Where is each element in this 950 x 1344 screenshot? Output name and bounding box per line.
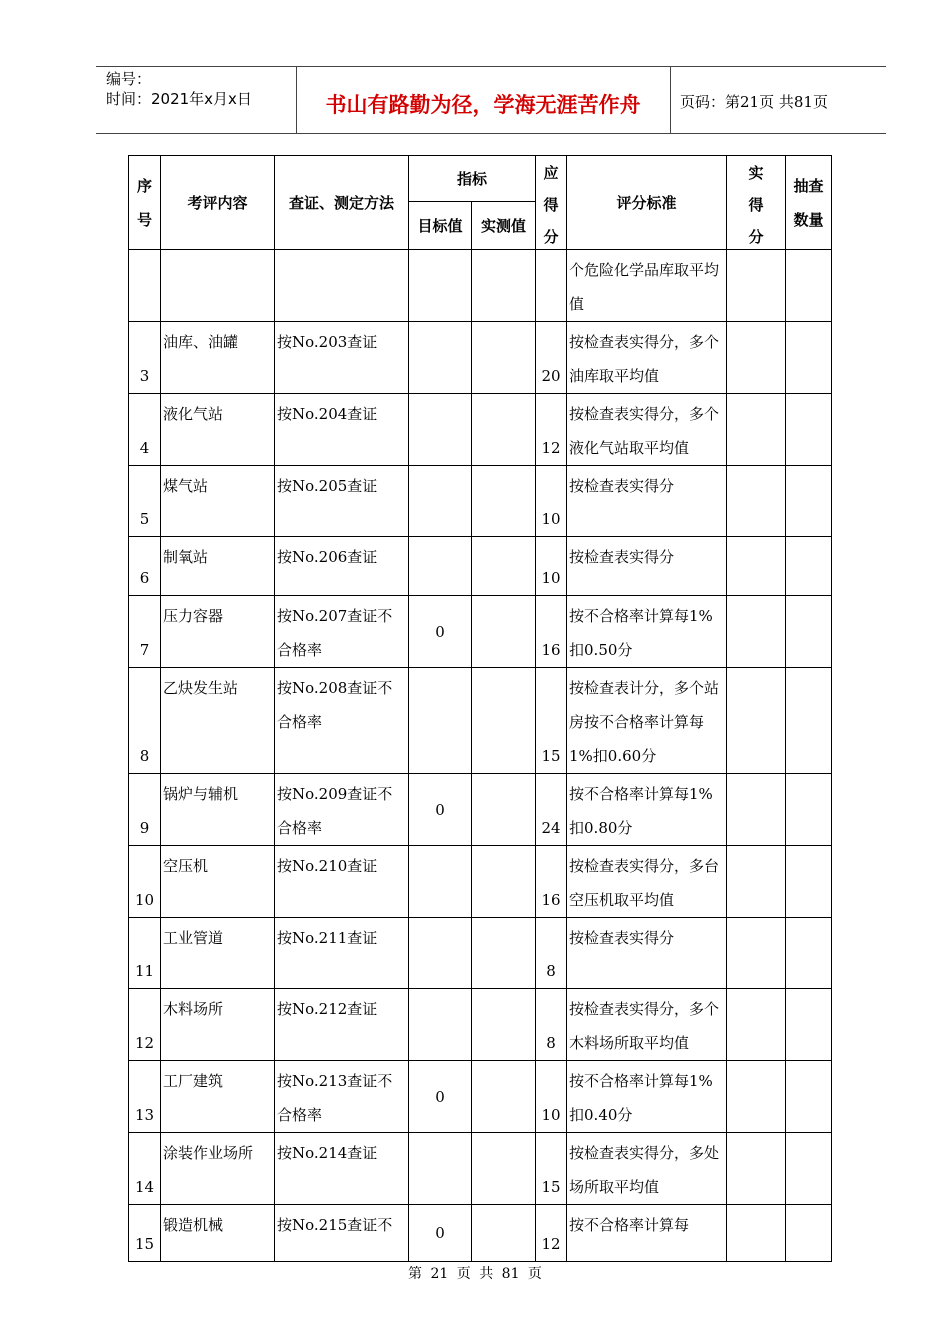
table-row [129, 668, 832, 774]
cell-criteria: 按不合格率计算每1%扣0.40分 [567, 1061, 727, 1133]
cell-seq: 5 [129, 466, 161, 537]
table-header [129, 156, 832, 250]
cell-seq: 3 [129, 322, 161, 394]
cell-seq: 6 [129, 537, 161, 596]
cell-criteria: 按不合格率计算每 [567, 1205, 727, 1262]
cell-method: 按No.205查证 [275, 466, 409, 537]
cell-method: 按No.209查证不合格率 [275, 774, 409, 846]
cell-actual [727, 394, 786, 466]
header-meta [106, 69, 252, 109]
cell-measured [472, 394, 536, 466]
cell-method: 按No.214查证 [275, 1133, 409, 1205]
cell-sample [786, 322, 832, 394]
cell-measured [472, 537, 536, 596]
cell-actual [727, 1133, 786, 1205]
header-bottom-rule [96, 133, 886, 134]
cell-target [409, 918, 472, 989]
cell-criteria: 按检查表实得分 [567, 466, 727, 537]
cell-actual [727, 466, 786, 537]
header-indicator: 指标 [409, 156, 536, 202]
cell-seq: 12 [129, 989, 161, 1061]
cell-content: 工厂建筑 [161, 1061, 275, 1133]
cell-method: 按No.208查证不合格率 [275, 668, 409, 774]
cell-score: 8 [536, 918, 567, 989]
cell-score: 24 [536, 774, 567, 846]
header-sample: 抽查 数量 [786, 156, 832, 250]
cell-seq: 11 [129, 918, 161, 989]
cell-criteria: 按检查表计分，多个站房按不合格率计算每1%扣0.60分 [567, 668, 727, 774]
cell-sample [786, 846, 832, 918]
cell-criteria: 按检查表实得分，多个液化气站取平均值 [567, 394, 727, 466]
cell-content: 液化气站 [161, 394, 275, 466]
cell-measured [472, 989, 536, 1061]
header-motto: 书山有路勤为径，学海无涯苦作舟 [325, 93, 641, 117]
page-footer: 第 21 页 共 81 页 [408, 1266, 542, 1282]
cell-target [409, 466, 472, 537]
table-row [129, 394, 832, 466]
cell-score: 15 [536, 668, 567, 774]
cell-measured [472, 322, 536, 394]
cell-seq: 9 [129, 774, 161, 846]
cell-score: 12 [536, 394, 567, 466]
table-row [129, 989, 832, 1061]
header-page-info: 页码：第21页 共81页 [680, 93, 828, 111]
cell-actual [727, 918, 786, 989]
cell-content: 涂装作业场所 [161, 1133, 275, 1205]
table-row [129, 250, 832, 322]
cell-target [409, 668, 472, 774]
table-row [129, 1205, 832, 1262]
cell-measured [472, 1133, 536, 1205]
cell-score: 16 [536, 596, 567, 668]
cell-method: 按No.206查证 [275, 537, 409, 596]
cell-content: 制氧站 [161, 537, 275, 596]
cell-content: 锅炉与辅机 [161, 774, 275, 846]
cell-actual [727, 596, 786, 668]
cell-actual [727, 322, 786, 394]
header-target: 目标值 [409, 202, 472, 250]
cell-seq: 8 [129, 668, 161, 774]
cell-score: 16 [536, 846, 567, 918]
cell-measured [472, 846, 536, 918]
header-method: 查证、测定方法 [275, 156, 409, 250]
cell-seq: 14 [129, 1133, 161, 1205]
cell-method: 按No.207查证不合格率 [275, 596, 409, 668]
serial-label: 编号： [106, 70, 152, 88]
cell-actual [727, 989, 786, 1061]
cell-seq [129, 250, 161, 322]
table-row [129, 1133, 832, 1205]
cell-actual [727, 774, 786, 846]
cell-target: 0 [409, 1205, 472, 1262]
cell-method: 按No.211查证 [275, 918, 409, 989]
header-criteria: 评分标准 [567, 156, 727, 250]
cell-criteria: 按检查表实得分，多台空压机取平均值 [567, 846, 727, 918]
cell-score: 10 [536, 1061, 567, 1133]
cell-score [536, 250, 567, 322]
header-seq: 序 号 [129, 156, 161, 250]
cell-seq: 10 [129, 846, 161, 918]
cell-content: 煤气站 [161, 466, 275, 537]
cell-criteria: 按检查表实得分，多个木料场所取平均值 [567, 989, 727, 1061]
cell-method: 按No.203查证 [275, 322, 409, 394]
cell-measured [472, 774, 536, 846]
table-row [129, 774, 832, 846]
cell-target: 0 [409, 1061, 472, 1133]
cell-seq: 7 [129, 596, 161, 668]
table-row [129, 596, 832, 668]
cell-sample [786, 250, 832, 322]
cell-method: 按No.213查证不合格率 [275, 1061, 409, 1133]
evaluation-table [128, 155, 832, 1262]
table-row [129, 918, 832, 989]
cell-method: 按No.210查证 [275, 846, 409, 918]
cell-measured [472, 668, 536, 774]
cell-measured [472, 1061, 536, 1133]
cell-score: 8 [536, 989, 567, 1061]
table-row [129, 466, 832, 537]
cell-sample [786, 918, 832, 989]
cell-method: 按No.212查证 [275, 989, 409, 1061]
table-row [129, 537, 832, 596]
cell-target [409, 537, 472, 596]
cell-sample [786, 989, 832, 1061]
cell-target: 0 [409, 774, 472, 846]
cell-score: 15 [536, 1133, 567, 1205]
header-measured: 实测值 [472, 202, 536, 250]
cell-content: 锻造机械 [161, 1205, 275, 1262]
cell-measured [472, 250, 536, 322]
cell-seq: 15 [129, 1205, 161, 1262]
cell-seq: 4 [129, 394, 161, 466]
cell-target: 0 [409, 596, 472, 668]
header-score: 应 得 分 [536, 156, 567, 250]
cell-actual [727, 250, 786, 322]
cell-actual [727, 537, 786, 596]
cell-actual [727, 1205, 786, 1262]
cell-criteria: 按不合格率计算每1%扣0.50分 [567, 596, 727, 668]
cell-criteria: 按检查表实得分，多个油库取平均值 [567, 322, 727, 394]
cell-method: 按No.215查证不 [275, 1205, 409, 1262]
cell-criteria: 按不合格率计算每1%扣0.80分 [567, 774, 727, 846]
cell-actual [727, 668, 786, 774]
cell-sample [786, 394, 832, 466]
cell-measured [472, 1205, 536, 1262]
cell-sample [786, 774, 832, 846]
cell-sample [786, 1205, 832, 1262]
cell-criteria: 个危险化学品库取平均值 [567, 250, 727, 322]
cell-sample [786, 668, 832, 774]
cell-method: 按No.204查证 [275, 394, 409, 466]
cell-sample [786, 1133, 832, 1205]
cell-score: 20 [536, 322, 567, 394]
header-actual: 实 得 分 [727, 156, 786, 250]
cell-sample [786, 466, 832, 537]
cell-measured [472, 918, 536, 989]
cell-criteria: 按检查表实得分，多处场所取平均值 [567, 1133, 727, 1205]
cell-score: 12 [536, 1205, 567, 1262]
cell-criteria: 按检查表实得分 [567, 537, 727, 596]
header-top-rule [96, 66, 886, 67]
cell-content: 油库、油罐 [161, 322, 275, 394]
cell-target [409, 846, 472, 918]
cell-content: 工业管道 [161, 918, 275, 989]
cell-actual [727, 846, 786, 918]
cell-measured [472, 596, 536, 668]
header-divider [670, 66, 671, 133]
cell-content [161, 250, 275, 322]
header-content: 考评内容 [161, 156, 275, 250]
cell-target [409, 322, 472, 394]
cell-target [409, 250, 472, 322]
cell-target [409, 1133, 472, 1205]
cell-sample [786, 1061, 832, 1133]
cell-content: 木料场所 [161, 989, 275, 1061]
cell-score: 10 [536, 537, 567, 596]
cell-criteria: 按检查表实得分 [567, 918, 727, 989]
cell-sample [786, 537, 832, 596]
table-row [129, 1061, 832, 1133]
cell-method [275, 250, 409, 322]
table-row [129, 846, 832, 918]
cell-target [409, 989, 472, 1061]
table-row [129, 322, 832, 394]
time-label: 时间：2021年x月x日 [106, 90, 252, 108]
cell-content: 压力容器 [161, 596, 275, 668]
cell-score: 10 [536, 466, 567, 537]
cell-content: 乙炔发生站 [161, 668, 275, 774]
table-body [129, 250, 832, 1262]
cell-target [409, 394, 472, 466]
cell-actual [727, 1061, 786, 1133]
cell-seq: 13 [129, 1061, 161, 1133]
cell-sample [786, 596, 832, 668]
cell-content: 空压机 [161, 846, 275, 918]
cell-measured [472, 466, 536, 537]
